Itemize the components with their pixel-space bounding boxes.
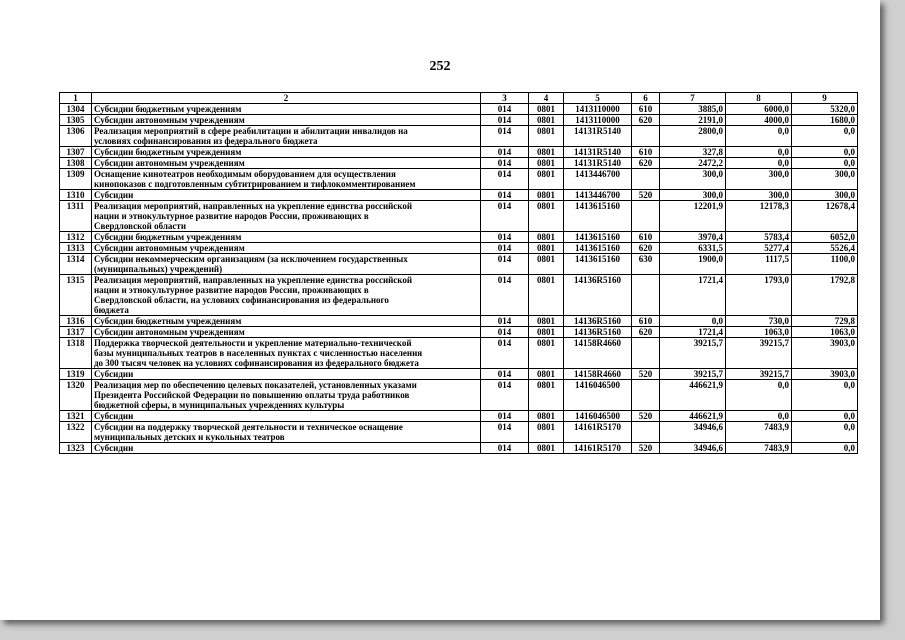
row-description: [92, 338, 481, 369]
target-article-code: 1416046500: [564, 411, 632, 422]
section-code: 0801: [529, 443, 564, 454]
expense-type-code: [632, 275, 660, 316]
amount-col-9: 1100,0: [792, 254, 858, 275]
target-article-code: 1413446700: [564, 190, 632, 201]
row-number: 1310: [60, 190, 92, 201]
description-line: Субсидии бюджетным учреждениям: [94, 316, 242, 326]
amount-col-8: 1063,0: [726, 327, 792, 338]
row-number: 1315: [60, 275, 92, 316]
description-line: Субсидии: [94, 190, 134, 200]
amount-col-7: 39215,7: [660, 369, 726, 380]
column-header-3: 3: [481, 93, 529, 104]
expense-type-code: 620: [632, 243, 660, 254]
expense-type-code: [632, 338, 660, 369]
amount-col-9: 6052,0: [792, 232, 858, 243]
description-line: муниципальных детских и кукольных театров: [94, 432, 285, 442]
amount-col-9: 0,0: [792, 147, 858, 158]
expense-type-code: [632, 380, 660, 411]
description-line: бюджета: [94, 305, 129, 315]
amount-col-9: 0,0: [792, 411, 858, 422]
amount-col-7: 12201,9: [660, 201, 726, 232]
description-line: бюджетной сферы, в муниципальных учреждениях культуры: [94, 400, 345, 410]
row-number: 1312: [60, 232, 92, 243]
row-number: 1317: [60, 327, 92, 338]
row-description: [92, 243, 481, 254]
target-article-code: 1413615160: [564, 201, 632, 232]
table-row: [60, 380, 858, 411]
section-code: 0801: [529, 369, 564, 380]
expense-type-code: 610: [632, 316, 660, 327]
row-description: [92, 327, 481, 338]
target-article-code: 14158R4660: [564, 338, 632, 369]
table-row: [60, 201, 858, 232]
amount-col-7: 327,8: [660, 147, 726, 158]
ministry-code: 014: [481, 316, 529, 327]
expense-type-code: [632, 201, 660, 232]
amount-col-8: 4000,0: [726, 115, 792, 126]
column-header-1: 1: [60, 93, 92, 104]
amount-col-9: 12678,4: [792, 201, 858, 232]
amount-col-7: 446621,9: [660, 380, 726, 411]
amount-col-7: 1900,0: [660, 254, 726, 275]
row-number: 1311: [60, 201, 92, 232]
section-code: 0801: [529, 422, 564, 443]
target-article-code: 14158R4660: [564, 369, 632, 380]
row-description: [92, 169, 481, 190]
amount-col-9: 729,8: [792, 316, 858, 327]
ministry-code: 014: [481, 411, 529, 422]
row-number: 1304: [60, 104, 92, 115]
amount-col-8: 300,0: [726, 190, 792, 201]
amount-col-9: 300,0: [792, 169, 858, 190]
amount-col-9: 3903,0: [792, 338, 858, 369]
amount-col-7: 2800,0: [660, 126, 726, 147]
description-line: Субсидии некоммерческим организациям (за исключением государственных: [94, 254, 408, 264]
description-line: условиях софинансирования из федерального бюджета: [94, 136, 318, 146]
row-description: [92, 254, 481, 275]
column-header-7: 7: [660, 93, 726, 104]
target-article-code: 14161R5170: [564, 422, 632, 443]
description-line: Субсидии: [94, 369, 134, 379]
table-row: [60, 443, 858, 454]
ministry-code: 014: [481, 369, 529, 380]
row-number: 1313: [60, 243, 92, 254]
table-row: [60, 190, 858, 201]
table-row: [60, 327, 858, 338]
table-row: [60, 316, 858, 327]
column-header-9: 9: [792, 93, 858, 104]
section-code: 0801: [529, 126, 564, 147]
table-row: [60, 158, 858, 169]
description-line: Субсидии автономным учреждениям: [94, 243, 245, 253]
amount-col-7: 446621,9: [660, 411, 726, 422]
expense-type-code: 620: [632, 115, 660, 126]
row-number: 1314: [60, 254, 92, 275]
description-line: нации и этнокультурное развитие народов России, проживающих в: [94, 285, 369, 295]
expense-type-code: 520: [632, 190, 660, 201]
row-number: 1322: [60, 422, 92, 443]
amount-col-9: 5526,4: [792, 243, 858, 254]
row-number: 1316: [60, 316, 92, 327]
amount-col-7: 300,0: [660, 169, 726, 190]
column-header-4: 4: [529, 93, 564, 104]
expense-type-code: [632, 422, 660, 443]
target-article-code: 14136R5160: [564, 316, 632, 327]
description-line: Субсидии автономным учреждениям: [94, 115, 245, 125]
section-code: 0801: [529, 190, 564, 201]
row-number: 1307: [60, 147, 92, 158]
section-code: 0801: [529, 316, 564, 327]
description-line: Реализация мер по обеспечению целевых показателей, установленных указами: [94, 380, 417, 390]
target-article-code: 14136R5160: [564, 327, 632, 338]
target-article-code: 1413615160: [564, 232, 632, 243]
target-article-code: 14131R5140: [564, 147, 632, 158]
section-code: 0801: [529, 380, 564, 411]
row-description: [92, 422, 481, 443]
row-description: [92, 158, 481, 169]
row-number: 1318: [60, 338, 92, 369]
row-description: [92, 369, 481, 380]
section-code: 0801: [529, 275, 564, 316]
amount-col-7: 3885,0: [660, 104, 726, 115]
section-code: 0801: [529, 158, 564, 169]
target-article-code: 1413446700: [564, 169, 632, 190]
column-header-2: 2: [92, 93, 481, 104]
row-description: [92, 201, 481, 232]
section-code: 0801: [529, 147, 564, 158]
column-header-5: 5: [564, 93, 632, 104]
amount-col-8: 39215,7: [726, 369, 792, 380]
target-article-code: 14161R5170: [564, 443, 632, 454]
amount-col-8: 6000,0: [726, 104, 792, 115]
row-description: [92, 115, 481, 126]
ministry-code: 014: [481, 327, 529, 338]
expense-type-code: 610: [632, 147, 660, 158]
amount-col-8: 0,0: [726, 411, 792, 422]
expense-type-code: 620: [632, 158, 660, 169]
description-line: Реализация мероприятий, направленных на укрепление единства российской: [94, 201, 413, 211]
description-line: Свердловской области: [94, 221, 187, 231]
amount-col-8: 7483,9: [726, 443, 792, 454]
amount-col-9: 1680,0: [792, 115, 858, 126]
amount-col-7: 6331,5: [660, 243, 726, 254]
expense-type-code: [632, 169, 660, 190]
description-line: базы муниципальных театров в населенных пунктах с численностью населения: [94, 348, 423, 358]
target-article-code: 14131R5140: [564, 126, 632, 147]
target-article-code: 1413110000: [564, 104, 632, 115]
row-description: [92, 443, 481, 454]
row-number: 1308: [60, 158, 92, 169]
amount-col-8: 0,0: [726, 147, 792, 158]
description-line: Реализация мероприятий, направленных на укрепление единства российской: [94, 275, 413, 285]
amount-col-9: 300,0: [792, 190, 858, 201]
row-description: [92, 190, 481, 201]
expense-type-code: 630: [632, 254, 660, 275]
ministry-code: 014: [481, 147, 529, 158]
target-article-code: 1413110000: [564, 115, 632, 126]
section-code: 0801: [529, 104, 564, 115]
page-number: 252: [429, 59, 451, 74]
ministry-code: 014: [481, 104, 529, 115]
section-code: 0801: [529, 411, 564, 422]
ministry-code: 014: [481, 158, 529, 169]
amount-col-8: 1793,0: [726, 275, 792, 316]
description-line: (муниципальных) учреждений): [94, 264, 223, 274]
row-number: 1309: [60, 169, 92, 190]
description-line: до 300 тысяч человек на условиях софинансирования из федерального бюджета: [94, 358, 419, 368]
table-row: [60, 169, 858, 190]
table-row: [60, 147, 858, 158]
amount-col-9: 1792,8: [792, 275, 858, 316]
row-description: [92, 126, 481, 147]
row-number: 1321: [60, 411, 92, 422]
ministry-code: 014: [481, 115, 529, 126]
target-article-code: 14131R5140: [564, 158, 632, 169]
description-line: Свердловской области, на условиях софинансирования из федерального: [94, 295, 389, 305]
ministry-code: 014: [481, 126, 529, 147]
amount-col-7: 34946,6: [660, 422, 726, 443]
description-line: Субсидии автономным учреждениям: [94, 327, 245, 337]
ministry-code: 014: [481, 232, 529, 243]
ministry-code: 014: [481, 275, 529, 316]
row-description: [92, 232, 481, 243]
row-description: [92, 104, 481, 115]
table-row: [60, 411, 858, 422]
table-row: [60, 338, 858, 369]
target-article-code: 1413615160: [564, 254, 632, 275]
description-line: Субсидии: [94, 411, 134, 421]
amount-col-8: 5277,4: [726, 243, 792, 254]
column-header-6: 6: [632, 93, 660, 104]
description-line: кинопоказов с подготовленным субтитрированием и тифлокомментированием: [94, 179, 416, 189]
table-row: [60, 243, 858, 254]
table-row: [60, 275, 858, 316]
amount-col-7: 1721,4: [660, 327, 726, 338]
description-line: Субсидии бюджетным учреждениям: [94, 104, 242, 114]
amount-col-8: 0,0: [726, 126, 792, 147]
amount-col-7: 34946,6: [660, 443, 726, 454]
amount-col-7: 0,0: [660, 316, 726, 327]
section-code: 0801: [529, 243, 564, 254]
table-body: [60, 104, 858, 454]
row-number: 1306: [60, 126, 92, 147]
expense-type-code: 520: [632, 411, 660, 422]
expense-type-code: 520: [632, 369, 660, 380]
ministry-code: 014: [481, 338, 529, 369]
amount-col-9: 3903,0: [792, 369, 858, 380]
description-line: Реализация мероприятий в сфере реабилитации и абилитации инвалидов на: [94, 126, 408, 136]
target-article-code: 14136R5160: [564, 275, 632, 316]
amount-col-9: 0,0: [792, 126, 858, 147]
description-line: Субсидии на поддержку творческой деятельности и техническое оснащение: [94, 422, 403, 432]
row-number: 1320: [60, 380, 92, 411]
section-code: 0801: [529, 201, 564, 232]
ministry-code: 014: [481, 201, 529, 232]
description-line: Субсидии бюджетным учреждениям: [94, 232, 242, 242]
amount-col-7: 300,0: [660, 190, 726, 201]
description-line: Оснащение кинотеатров необходимым оборудованием для осуществления: [94, 169, 396, 179]
ministry-code: 014: [481, 443, 529, 454]
expense-type-code: 610: [632, 232, 660, 243]
table-row: [60, 369, 858, 380]
amount-col-9: 0,0: [792, 422, 858, 443]
table-row: [60, 104, 858, 115]
amount-col-8: 39215,7: [726, 338, 792, 369]
budget-table: [59, 92, 858, 454]
row-description: [92, 316, 481, 327]
ministry-code: 014: [481, 169, 529, 190]
section-code: 0801: [529, 338, 564, 369]
expense-type-code: 520: [632, 443, 660, 454]
row-description: [92, 380, 481, 411]
description-line: Субсидии: [94, 443, 134, 453]
table-row: [60, 232, 858, 243]
amount-col-9: 0,0: [792, 158, 858, 169]
table-row: [60, 254, 858, 275]
expense-type-code: 610: [632, 104, 660, 115]
table-row: [60, 126, 858, 147]
section-code: 0801: [529, 169, 564, 190]
amount-col-8: 1117,5: [726, 254, 792, 275]
description-line: Субсидии бюджетным учреждениям: [94, 147, 242, 157]
header-row: [60, 93, 858, 104]
ministry-code: 014: [481, 243, 529, 254]
amount-col-8: 300,0: [726, 169, 792, 190]
row-number: 1319: [60, 369, 92, 380]
amount-col-9: 5320,0: [792, 104, 858, 115]
section-code: 0801: [529, 232, 564, 243]
ministry-code: 014: [481, 380, 529, 411]
amount-col-8: 0,0: [726, 380, 792, 411]
row-description: [92, 411, 481, 422]
amount-col-8: 730,0: [726, 316, 792, 327]
amount-col-7: 3970,4: [660, 232, 726, 243]
amount-col-7: 2191,0: [660, 115, 726, 126]
expense-type-code: 620: [632, 327, 660, 338]
amount-col-8: 0,0: [726, 158, 792, 169]
target-article-code: 1416046500: [564, 380, 632, 411]
amount-col-8: 5783,4: [726, 232, 792, 243]
ministry-code: 014: [481, 254, 529, 275]
column-header-8: 8: [726, 93, 792, 104]
description-line: нации и этнокультурное развитие народов России, проживающих в: [94, 211, 369, 221]
section-code: 0801: [529, 254, 564, 275]
row-number: 1305: [60, 115, 92, 126]
amount-col-8: 7483,9: [726, 422, 792, 443]
amount-col-9: 0,0: [792, 443, 858, 454]
amount-col-7: 2472,2: [660, 158, 726, 169]
amount-col-7: 39215,7: [660, 338, 726, 369]
ministry-code: 014: [481, 422, 529, 443]
row-description: [92, 147, 481, 158]
amount-col-9: 1063,0: [792, 327, 858, 338]
amount-col-9: 0,0: [792, 380, 858, 411]
row-description: [92, 275, 481, 316]
section-code: 0801: [529, 115, 564, 126]
table-row: [60, 422, 858, 443]
ministry-code: 014: [481, 190, 529, 201]
description-line: Поддержка творческой деятельности и укрепление материально-технической: [94, 338, 412, 348]
amount-col-7: 1721,4: [660, 275, 726, 316]
target-article-code: 1413615160: [564, 243, 632, 254]
table-row: [60, 115, 858, 126]
section-code: 0801: [529, 327, 564, 338]
expense-type-code: [632, 126, 660, 147]
amount-col-8: 12178,3: [726, 201, 792, 232]
description-line: Президента Российской Федерации по повышению оплаты труда работников: [94, 390, 410, 400]
description-line: Субсидии автономным учреждениям: [94, 158, 245, 168]
row-number: 1323: [60, 443, 92, 454]
